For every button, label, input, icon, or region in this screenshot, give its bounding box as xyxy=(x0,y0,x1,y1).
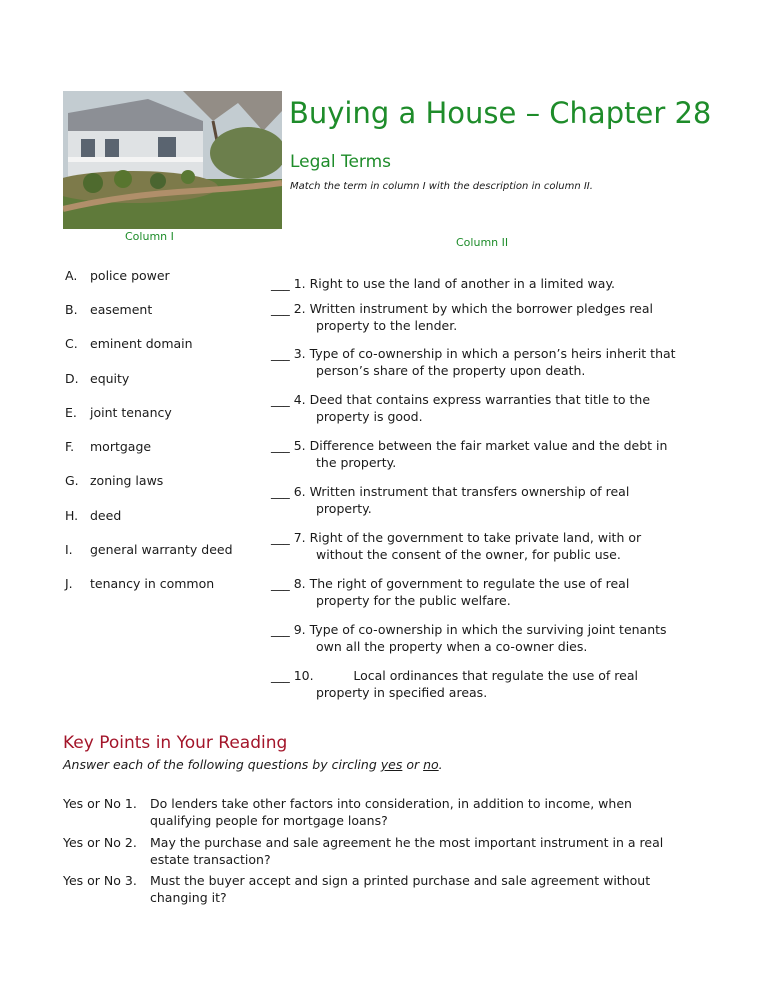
term-item: F. mortgage xyxy=(65,439,152,454)
key-points-instruction: Answer each of the following questions by circling yes or no. xyxy=(63,757,443,772)
description-item: ___ 7. Right of the government to take private land, with or without the consent of the owner, for public use. xyxy=(271,530,642,562)
description-item: ___ 10. Local ordinances that regulate the use of real property in specified areas. xyxy=(271,668,638,700)
term-item: C. eminent domain xyxy=(65,336,193,351)
term-item: E. joint tenancy xyxy=(65,405,172,420)
question-item: Yes or No 1. Do lenders take other factors into consideration, in addition to income, when qualifying people for mortgage loans? xyxy=(63,796,632,828)
description-item: ___ 9. Type of co-ownership in which the surviving joint tenants own all the property when a co-owner dies. xyxy=(271,622,667,654)
house-photo xyxy=(63,91,282,229)
matching-instruction: Match the term in column I with the description in column II. xyxy=(290,181,593,192)
description-item: ___ 5. Difference between the fair market value and the debt in the property. xyxy=(271,438,668,470)
section-title-legal-terms: Legal Terms xyxy=(290,152,392,172)
description-item: ___ 8. The right of government to regulate the use of real property for the public welfare. xyxy=(271,576,630,608)
term-item: D. equity xyxy=(65,371,130,386)
term-item: A. police power xyxy=(65,268,170,283)
term-item: H. deed xyxy=(65,508,122,523)
column-ii-heading: Column II xyxy=(456,236,509,249)
description-item: ___ 6. Written instrument that transfers ownership of real property. xyxy=(271,484,630,516)
description-item: ___ 4. Deed that contains express warranties that title to the property is good. xyxy=(271,392,651,424)
term-item: G. zoning laws xyxy=(65,473,164,488)
description-item: ___ 3. Type of co-ownership in which a person’s heirs inherit that person’s share of the property upon death. xyxy=(271,346,676,378)
question-item: Yes or No 3. Must the buyer accept and sign a printed purchase and sale agreement without changing it? xyxy=(63,873,651,905)
page-title: Buying a House – Chapter 28 xyxy=(289,96,712,130)
section-title-key-points: Key Points in Your Reading xyxy=(63,733,288,753)
column-i-heading: Column I xyxy=(125,230,174,243)
description-item: ___ 1. Right to use the land of another in a limited way. xyxy=(271,276,616,291)
question-item: Yes or No 2. May the purchase and sale agreement he the most important instrument in a real estate transaction? xyxy=(63,835,664,867)
description-item: ___ 2. Written instrument by which the borrower pledges real property to the lender. xyxy=(271,301,654,333)
term-item: B. easement xyxy=(65,302,153,317)
term-item: I. general warranty deed xyxy=(65,542,233,557)
term-item: J. tenancy in common xyxy=(65,576,215,591)
